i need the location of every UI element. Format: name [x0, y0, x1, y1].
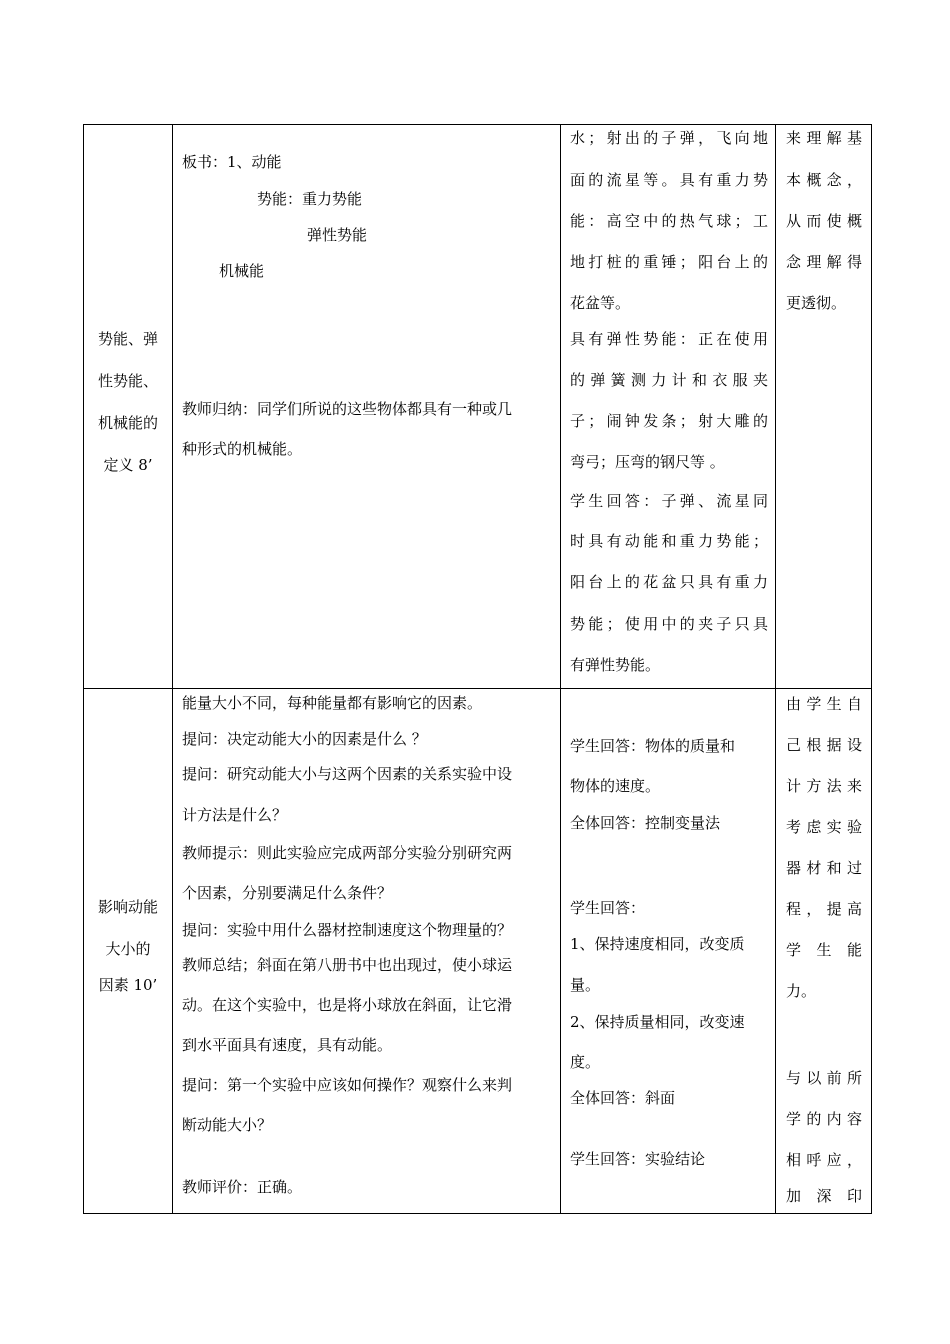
topic-line: 定义 8’ — [103, 456, 153, 474]
board-line: 机械能 — [219, 262, 265, 280]
intent-line: 由学生自 — [786, 695, 862, 713]
intent-line: 本概念， — [786, 171, 862, 189]
teacher-activity-cell — [173, 689, 561, 1214]
student-line: 时具有动能和重力势能； — [570, 532, 768, 550]
student-line: 弯弓；压弯的钢尺等 。 — [570, 453, 725, 471]
intent-line: 器材和过 — [786, 859, 862, 877]
design-intent-cell — [776, 689, 872, 1214]
board-title: 板书：1、动能 — [182, 153, 282, 171]
intent-line: 力。 — [786, 982, 817, 1000]
student-line: 全体回答：控制变量法 — [570, 814, 721, 832]
student-line: 有弹性势能。 — [570, 656, 661, 674]
intent-line: 学的内容 — [786, 1110, 862, 1128]
teacher-activity-cell — [173, 125, 561, 689]
teacher-summary-line: 种形式的机械能。 — [182, 440, 303, 458]
student-line: 面的流星等。具有重力势 — [570, 171, 768, 189]
table-row — [84, 125, 872, 689]
teacher-line: 提问：决定动能大小的因素是什么 ？ — [182, 730, 427, 748]
topic-line: 势能、弹 — [97, 330, 158, 348]
student-line: 的弹簧测力计和衣服夹 — [570, 371, 768, 389]
student-line: 全体回答：斜面 — [570, 1089, 676, 1107]
student-line: 学生回答： — [570, 899, 646, 917]
topic-line: 因素 10’ — [98, 976, 158, 994]
student-activity-cell — [561, 125, 776, 689]
design-intent-cell — [776, 125, 872, 689]
teacher-line: 到水平面具有速度，具有动能。 — [182, 1036, 393, 1054]
intent-line: 程，提高 — [786, 900, 862, 918]
teacher-line: 教师提示：则此实验应完成两部分实验分别研究两 — [182, 844, 513, 862]
intent-line: 更透彻。 — [786, 294, 847, 312]
intent-line: 从而使概 — [786, 212, 862, 230]
board-line: 势能：重力势能 — [257, 190, 363, 208]
intent-line: 考虑实验 — [786, 818, 862, 836]
student-line: 具有弹性势能：正在使用 — [570, 330, 768, 348]
intent-line: 学 生 能 — [786, 941, 862, 959]
teacher-line: 提问：第一个实验中应该如何操作？观察什么来判 — [182, 1076, 513, 1094]
teacher-line: 个因素，分别要满足什么条件？ — [182, 884, 393, 902]
teacher-summary-line: 教师归纳：同学们所说的这些物体都具有一种或几 — [182, 400, 513, 418]
student-line: 势能；使用中的夹子只具 — [570, 615, 768, 633]
intent-line: 计方法来 — [786, 777, 862, 795]
student-line: 物体的速度。 — [570, 777, 661, 795]
student-line: 能：高空中的热气球；工 — [570, 212, 768, 230]
intent-line: 与以前所 — [786, 1069, 862, 1087]
topic-cell — [84, 689, 173, 1214]
student-line: 1、保持速度相同，改变质 — [570, 935, 745, 953]
lesson-plan-table — [83, 124, 872, 1214]
student-line: 2、保持质量相同，改变速 — [570, 1013, 745, 1031]
teacher-line: 能量大小不同，每种能量都有影响它的因素。 — [182, 694, 483, 712]
student-line: 子；闹钟发条；射大雕的 — [570, 412, 768, 430]
table-row — [84, 689, 872, 1214]
intent-line: 己根据设 — [786, 736, 862, 754]
board-line: 弹性势能 — [307, 226, 368, 244]
student-line: 度。 — [570, 1053, 601, 1071]
student-line: 阳台上的花盆只具有重力 — [570, 573, 768, 591]
student-line: 地打桩的重锤；阳台上的 — [570, 253, 768, 271]
student-line: 学生回答：物体的质量和 — [570, 737, 736, 755]
topic-line: 大小的 — [105, 940, 151, 958]
teacher-line: 动。在这个实验中，也是将小球放在斜面，让它滑 — [182, 996, 513, 1014]
student-line: 量。 — [570, 976, 601, 994]
intent-line: 相呼应， — [786, 1151, 862, 1169]
intent-line: 加 深 印 — [786, 1187, 862, 1205]
teacher-line: 教师总结；斜面在第八册书中也出现过，使小球运 — [182, 956, 513, 974]
student-line: 水；射出的子弹，飞向地 — [570, 129, 768, 147]
topic-line: 性势能、 — [97, 372, 158, 390]
student-activity-cell — [561, 689, 776, 1214]
student-line: 学生回答：子弹、流星同 — [570, 492, 768, 510]
teacher-line: 断动能大小？ — [182, 1116, 273, 1134]
teacher-line: 提问：研究动能大小与这两个因素的关系实验中设 — [182, 765, 513, 783]
teacher-line: 提问：实验中用什么器材控制速度这个物理量的？ — [182, 921, 513, 939]
intent-line: 念理解得 — [786, 253, 862, 271]
student-line: 花盆等。 — [570, 294, 631, 312]
student-line: 学生回答：实验结论 — [570, 1150, 706, 1168]
topic-cell — [84, 125, 173, 689]
teacher-line: 计方法是什么？ — [182, 806, 288, 824]
intent-line: 来理解基 — [786, 129, 862, 147]
topic-line: 影响动能 — [97, 898, 158, 916]
teacher-line: 教师评价：正确。 — [182, 1178, 303, 1196]
topic-line: 机械能的 — [97, 414, 158, 432]
